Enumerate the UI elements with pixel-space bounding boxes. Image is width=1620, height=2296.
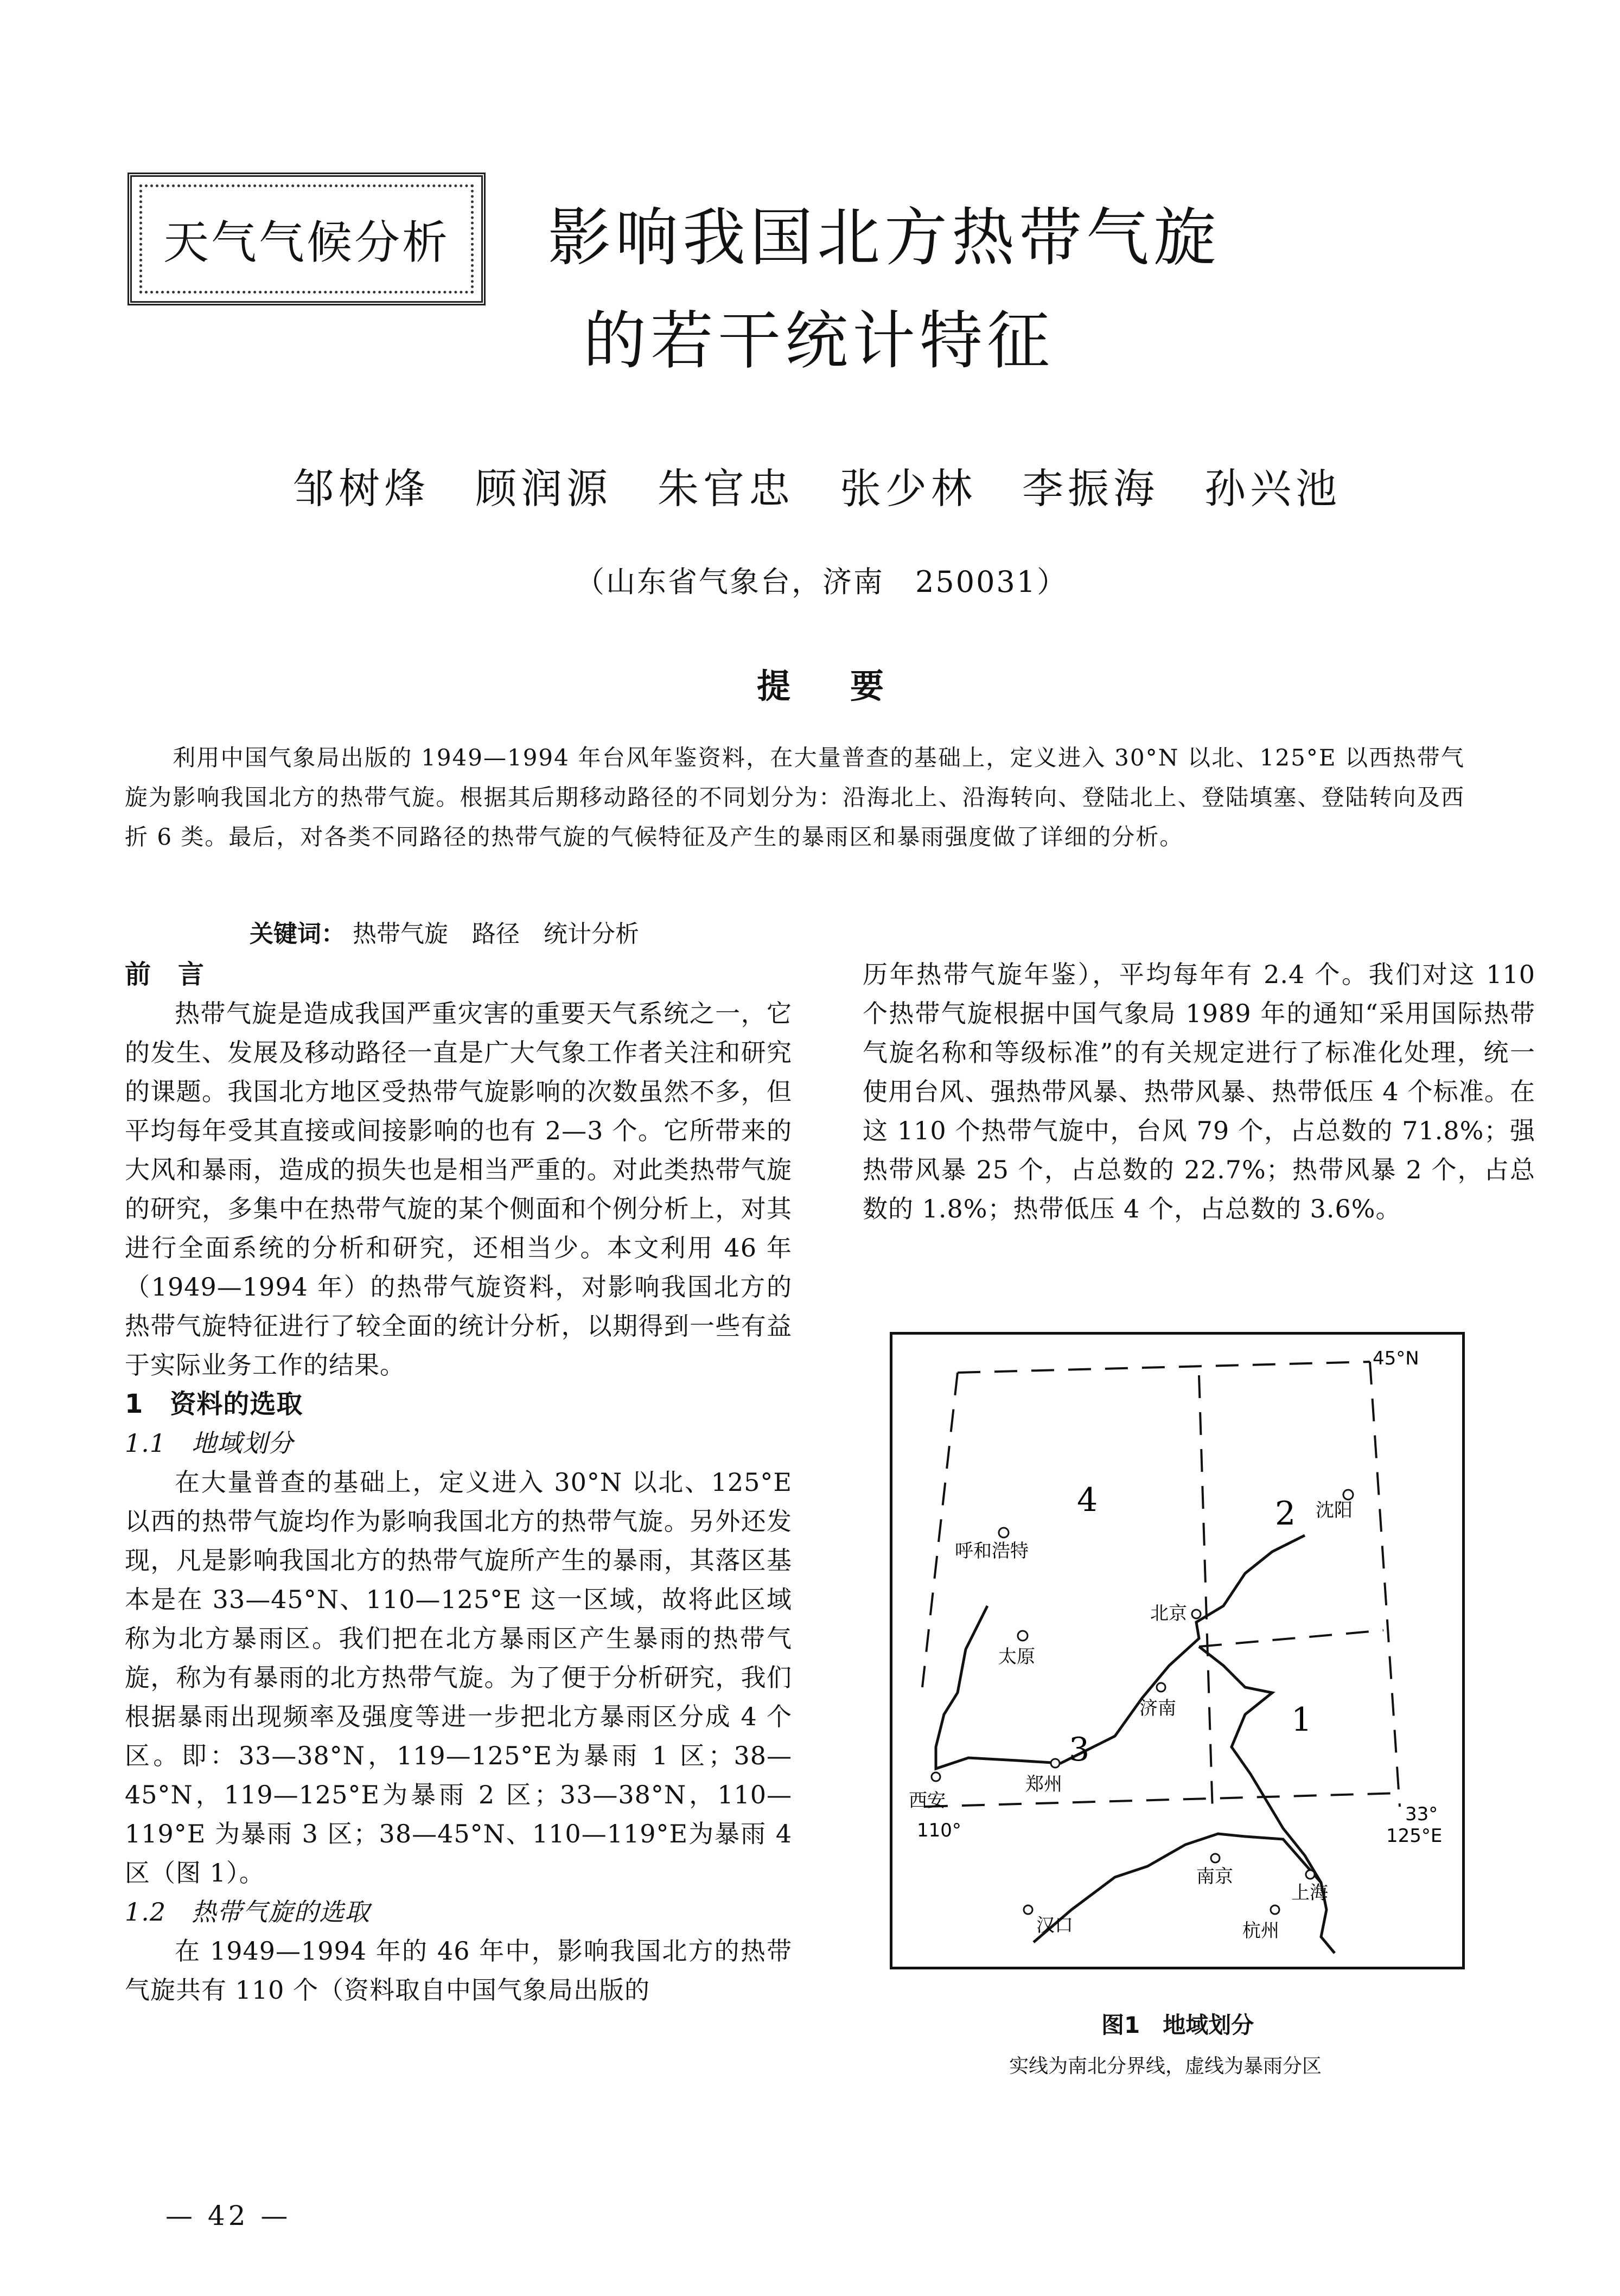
- intro-paragraph: 热带气旋是造成我国严重灾害的重要天气系统之一，它的发生、发展及移动路径一直是广大气象工作者关注和研究的课题。我国北方地区受热带气旋影响的次数虽然不多，但平均每年受其直接或间接影响的也有 2—3 个。它所带来的大风和暴雨，造成的损失也是相当严重的。对此类热带气旋的研究，多集中在热带气旋的某个侧面和个例分析上，对其进行全面系统的分析和研究，还相当少。本文利用 46 年（1949—1994 年）的热带气旋资料，对影响我国北方的热带气旋特征进行了较全面的统计分析，以期得到一些有益于实际业务工作的结果。: [125, 999, 792, 1380]
- city-dot-taiyuan: [1018, 1631, 1028, 1641]
- figure-1-caption: 图1 地域划分: [1101, 2012, 1254, 2038]
- city-label-jinan: 济南: [1139, 1698, 1176, 1719]
- city-dot-shenyang: [1343, 1490, 1353, 1500]
- title-line-2: 的若干统计特征: [583, 304, 1054, 378]
- subsection-1-1-heading: 1.1 地域划分: [125, 1428, 294, 1458]
- right-column: [863, 955, 1535, 1228]
- page-number: — 42 —: [165, 2200, 291, 2231]
- city-label-shenyang: 沈阳: [1316, 1500, 1353, 1521]
- right-column-paragraph: 历年热带气旋年鉴），平均每年有 2.4 个。我们对这 110 个热带气旋根据中国气象局 1989 年的通知“采用国际热带气旋名称和等级标准”的有关规定进行了标准化处理，统一使用台风、强热带风暴、热带风暴、热带低压 4 个标准。在这 110 个热带气旋中，台风 79 个，占总数的 71.8%；强热带风暴 25 个，占总数的 22.7%；热带风暴 2 个，占总数的 1.8%；热带低压 4 个，占总数的 3.6%。: [863, 960, 1535, 1223]
- city-dot-shanghai: [1306, 1870, 1315, 1879]
- keywords: 热带气旋 路径 统计分析: [353, 920, 639, 948]
- figure-1-map: [890, 1332, 1465, 1969]
- zone-boundary-north: [958, 1362, 1370, 1373]
- city-dot-hangzhou: [1271, 1905, 1279, 1914]
- label-lat-bottom: 33°: [1405, 1803, 1438, 1825]
- city-dot-beijing: [1192, 1610, 1201, 1618]
- figure-1-note: 实线为南北分界线，虚线为暴雨分区: [1009, 2055, 1322, 2077]
- city-label-beijing: 北京: [1150, 1603, 1187, 1624]
- city-label-hangzhou: 杭州: [1242, 1920, 1279, 1942]
- zone-boundary-south: [925, 1793, 1400, 1807]
- subsection-1-2-heading: 1.2 热带气旋的选取: [125, 1897, 371, 1927]
- city-label-nanjing: 南京: [1196, 1866, 1233, 1887]
- column-tag: 天气气候分析: [163, 216, 450, 269]
- city-label-hankou: 汉口: [1036, 1915, 1073, 1936]
- label-lon-left: 110°: [917, 1820, 961, 1841]
- zone-label-3: 3: [1069, 1731, 1090, 1769]
- city-label-zhengzhou: 郑州: [1025, 1774, 1062, 1795]
- zone-label-1: 1: [1291, 1701, 1312, 1739]
- north-south-divide: [936, 1535, 1305, 1769]
- affiliation: （山东省气象台，济南 250031）: [575, 565, 1068, 599]
- city-dot-huhehaote: [999, 1528, 1009, 1538]
- authors: 邹树烽 顾润源 朱官忠 张少林 李振海 孙兴池: [293, 464, 1341, 513]
- label-lat-top: 45°N: [1373, 1348, 1419, 1369]
- subsection-1-1-paragraph: 在大量普查的基础上，定义进入 30°N 以北、125°E以西的热带气旋均作为影响我国北方的热带气旋。另外还发现，凡是影响我国北方的热带气旋所产生的暴雨，其落区基本是在 33—45°N、110—125°E 这一区域，故将此区域称为北方暴雨区。我们把在北方暴雨区产生暴雨的热带气旋，称为有暴雨的北方热带气旋。为了便于分析研究，我们根据暴雨出现频率及强度等进一步把北方暴雨区分成 4 个区。即：33—38°N，119—125°E为暴雨 1 区；38—45°N，119—125°E为暴雨 2 区；33—38°N，110—119°E 为暴雨 3 区；38—45°N、110—119°E为暴雨 4 区（图 1）。: [125, 1468, 792, 1887]
- zone-boundary-east: [1370, 1362, 1400, 1807]
- city-label-taiyuan: 太原: [998, 1646, 1035, 1668]
- keywords-line: [250, 914, 639, 949]
- city-label-shanghai: 上海: [1291, 1882, 1328, 1904]
- section-1-heading: 1 资料的选取: [125, 1389, 303, 1419]
- keywords-label: 关键词：: [250, 920, 345, 948]
- zone-boundary-119e: [1199, 1375, 1213, 1812]
- map-svg: [892, 1335, 1462, 1967]
- subsection-1-2-paragraph: 在 1949—1994 年的 46 年中，影响我国北方的热带气旋共有 110 个（资料取自中国气象局出版的: [125, 1936, 792, 2005]
- abstract-heading: 提要: [757, 666, 944, 706]
- left-column: [125, 955, 792, 2010]
- coastline-shandong: [1199, 1647, 1321, 1883]
- zone-label-4: 4: [1077, 1481, 1098, 1519]
- intro-heading: 前 言: [125, 959, 205, 990]
- city-label-xian: 西安: [909, 1790, 946, 1812]
- zone-label-2: 2: [1275, 1495, 1296, 1533]
- zone-boundary-west: [922, 1373, 958, 1687]
- column-tag-box: [127, 173, 486, 305]
- city-label-huhehaote: 呼和浩特: [955, 1540, 1029, 1562]
- city-dot-nanjing: [1211, 1854, 1220, 1863]
- abstract-text: 利用中国气象局出版的 1949—1994 年台风年鉴资料，在大量普查的基础上，定义进入 30°N 以北、125°E 以西热带气旋为影响我国北方的热带气旋。根据其后期移动路径的不同划分为：沿海北上、沿海转向、登陆北上、登陆填塞、登陆转向及西折 6 类。最后，对各类不同路径的热带气旋的气候特征及产生的暴雨区和暴雨强度做了详细的分析。: [125, 744, 1465, 850]
- label-lon-right: 125°E: [1386, 1825, 1443, 1847]
- coastline-south: [1034, 1834, 1335, 1953]
- city-dot-zhengzhou: [1051, 1759, 1060, 1768]
- city-dot-xian: [932, 1772, 940, 1781]
- title-line-1: 影响我国北方热带气旋: [548, 201, 1221, 275]
- city-dot-hankou: [1024, 1905, 1032, 1914]
- zone-boundary-38n: [1199, 1630, 1383, 1647]
- city-dot-jinan: [1157, 1683, 1165, 1692]
